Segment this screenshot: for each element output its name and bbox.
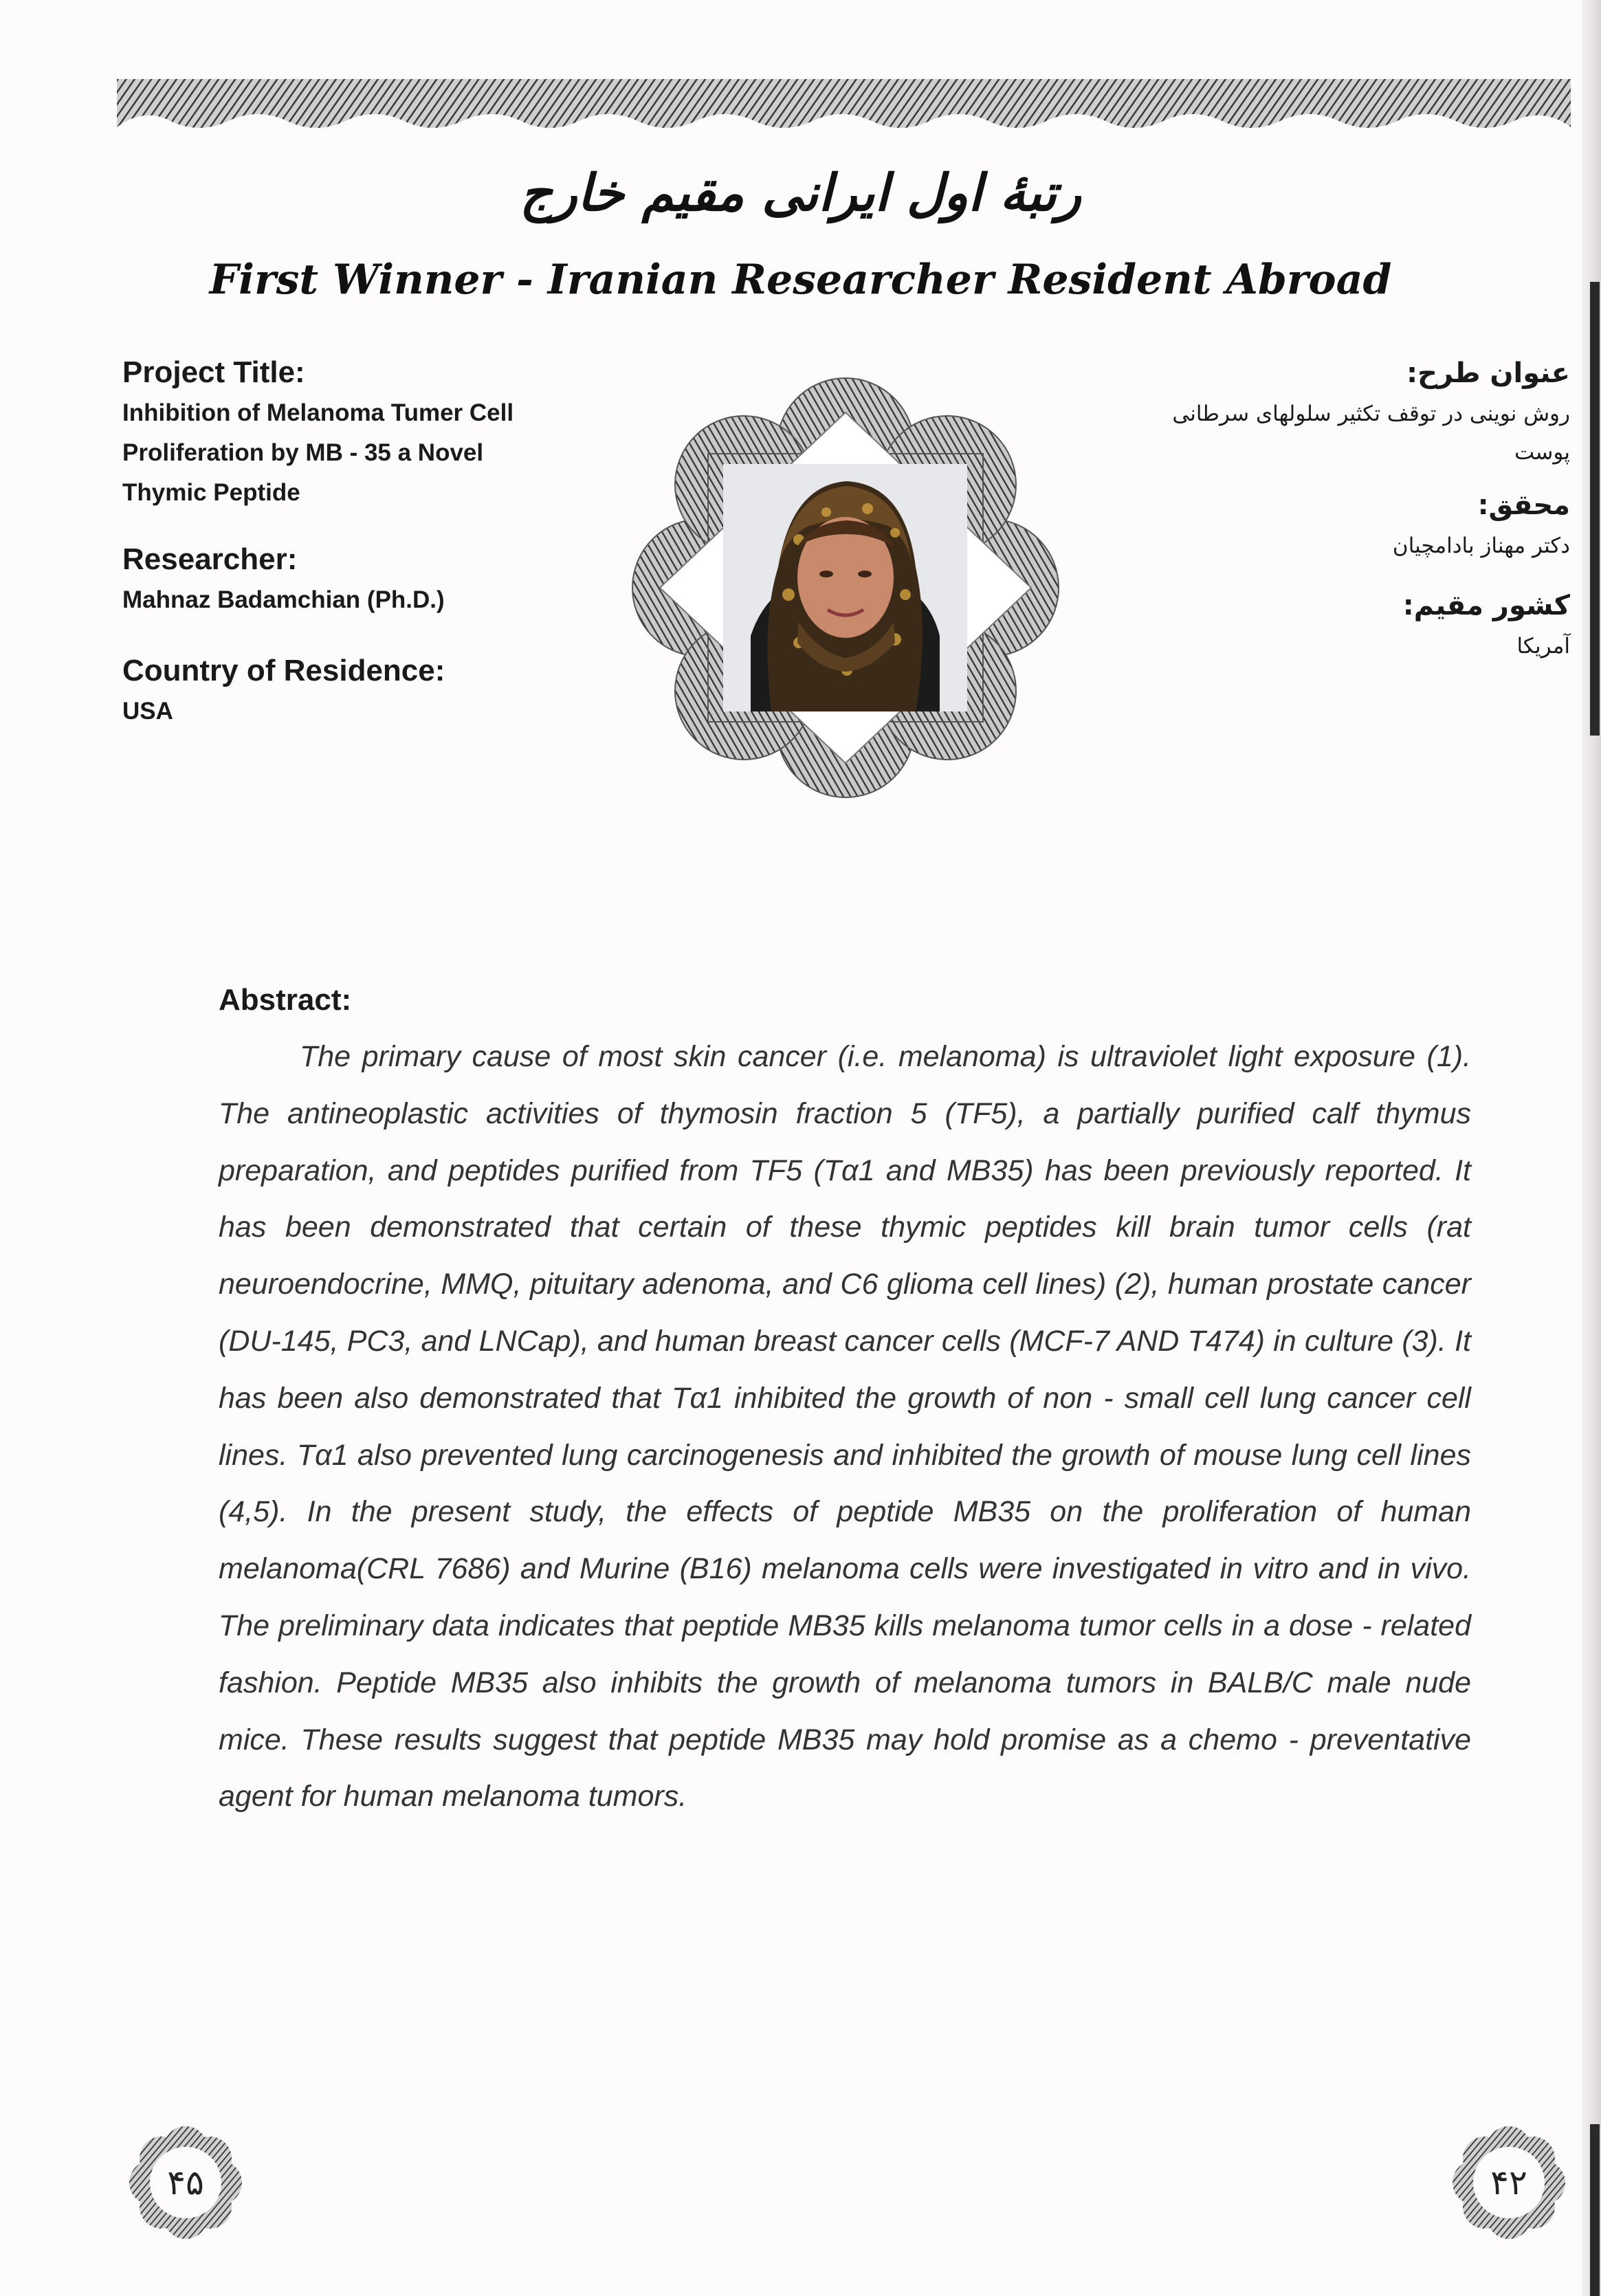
abstract-text: The primary cause of most skin cancer (i.e. melanoma) is ultraviolet light exposure (1). The antineoplastic activities of thymosin fraction 5 (TF5), a partially purified calf thymus preparation, and peptides purified from TF5 (Tα1 and MB35) has been previously reported. It has been demonstrated that certain of these thymic peptides kill brain tumor cells (rat neuroendocrine, MMQ, pituitary adenoma, and C6 glioma cell lines) (2), human prostate cancer (DU-145, PC3, and LNCap), and human breast cancer cells (MCF-7 AND T474) in culture (3). It has been also demonstrated that Tα1 inhibited the growth of non - small cell lung cancer cell lines. Tα1 also prevented lung carcinogenesis and inhibited the growth of mouse lung cell lines (4,5). In the present study, the effects of peptide MB35 on the proliferation of human melanoma(CRL 7686) and Murine (B16) melanoma cells were investigated in vitro and in vivo. The preliminary data indicates that peptide MB35 kills melanoma tumor cells in a dose - related fashion. Peptide MB35 also inhibits the growth of melanoma tumors in BALB/C male nude mice. These results suggest that peptide MB35 may hold promise as a chemo - preventative agent for human melanoma tumors. xyxy=(219,1040,1471,1813)
page-number-right xyxy=(1447,2121,1571,2244)
title-label-fa: عنوان طرح: xyxy=(1406,357,1570,389)
researcher-photo xyxy=(723,464,967,711)
title-value-fa: روش نوینی در توقف تکثیر سلولهای سرطانی پوست xyxy=(1172,401,1570,465)
edge-mark xyxy=(1590,282,1600,736)
heading-english: First Winner - Iranian Researcher Resident Abroad xyxy=(209,256,1392,304)
project-title-label: Project Title: xyxy=(122,355,305,389)
heading-persian: رتبهٔ اول ایرانی مقیم خارج xyxy=(520,164,1081,223)
decorative-banner xyxy=(117,79,1571,134)
country-value: USA xyxy=(122,698,173,725)
country-label: Country of Residence: xyxy=(122,654,445,687)
page-number-text: ۴۲ xyxy=(1490,2163,1527,2203)
english-info xyxy=(122,352,590,731)
researcher-label: Researcher: xyxy=(122,542,298,576)
page-edge xyxy=(1582,0,1601,2296)
project-title-line: Inhibition of Melanoma Tumer Cell xyxy=(122,399,514,426)
abstract-label: Abstract: xyxy=(219,983,352,1017)
country-label-fa: کشور مقیم: xyxy=(1402,590,1570,621)
page-number-text: ۴۵ xyxy=(167,2163,204,2203)
researcher-label-fa: محقق: xyxy=(1477,489,1570,521)
researcher-value-fa: دکتر مهناز بادامچیان xyxy=(1392,533,1570,558)
project-title-line: Proliferation by MB - 35 a Novel xyxy=(122,439,484,466)
country-value-fa: آمریکا xyxy=(1516,634,1570,659)
edge-mark xyxy=(1590,2124,1600,2296)
page-number-left xyxy=(124,2121,247,2244)
project-title-line: Thymic Peptide xyxy=(122,479,300,506)
abstract-section xyxy=(219,976,1471,1825)
researcher-name: Mahnaz Badamchian (Ph.D.) xyxy=(122,586,445,613)
persian-info xyxy=(1103,352,1570,665)
